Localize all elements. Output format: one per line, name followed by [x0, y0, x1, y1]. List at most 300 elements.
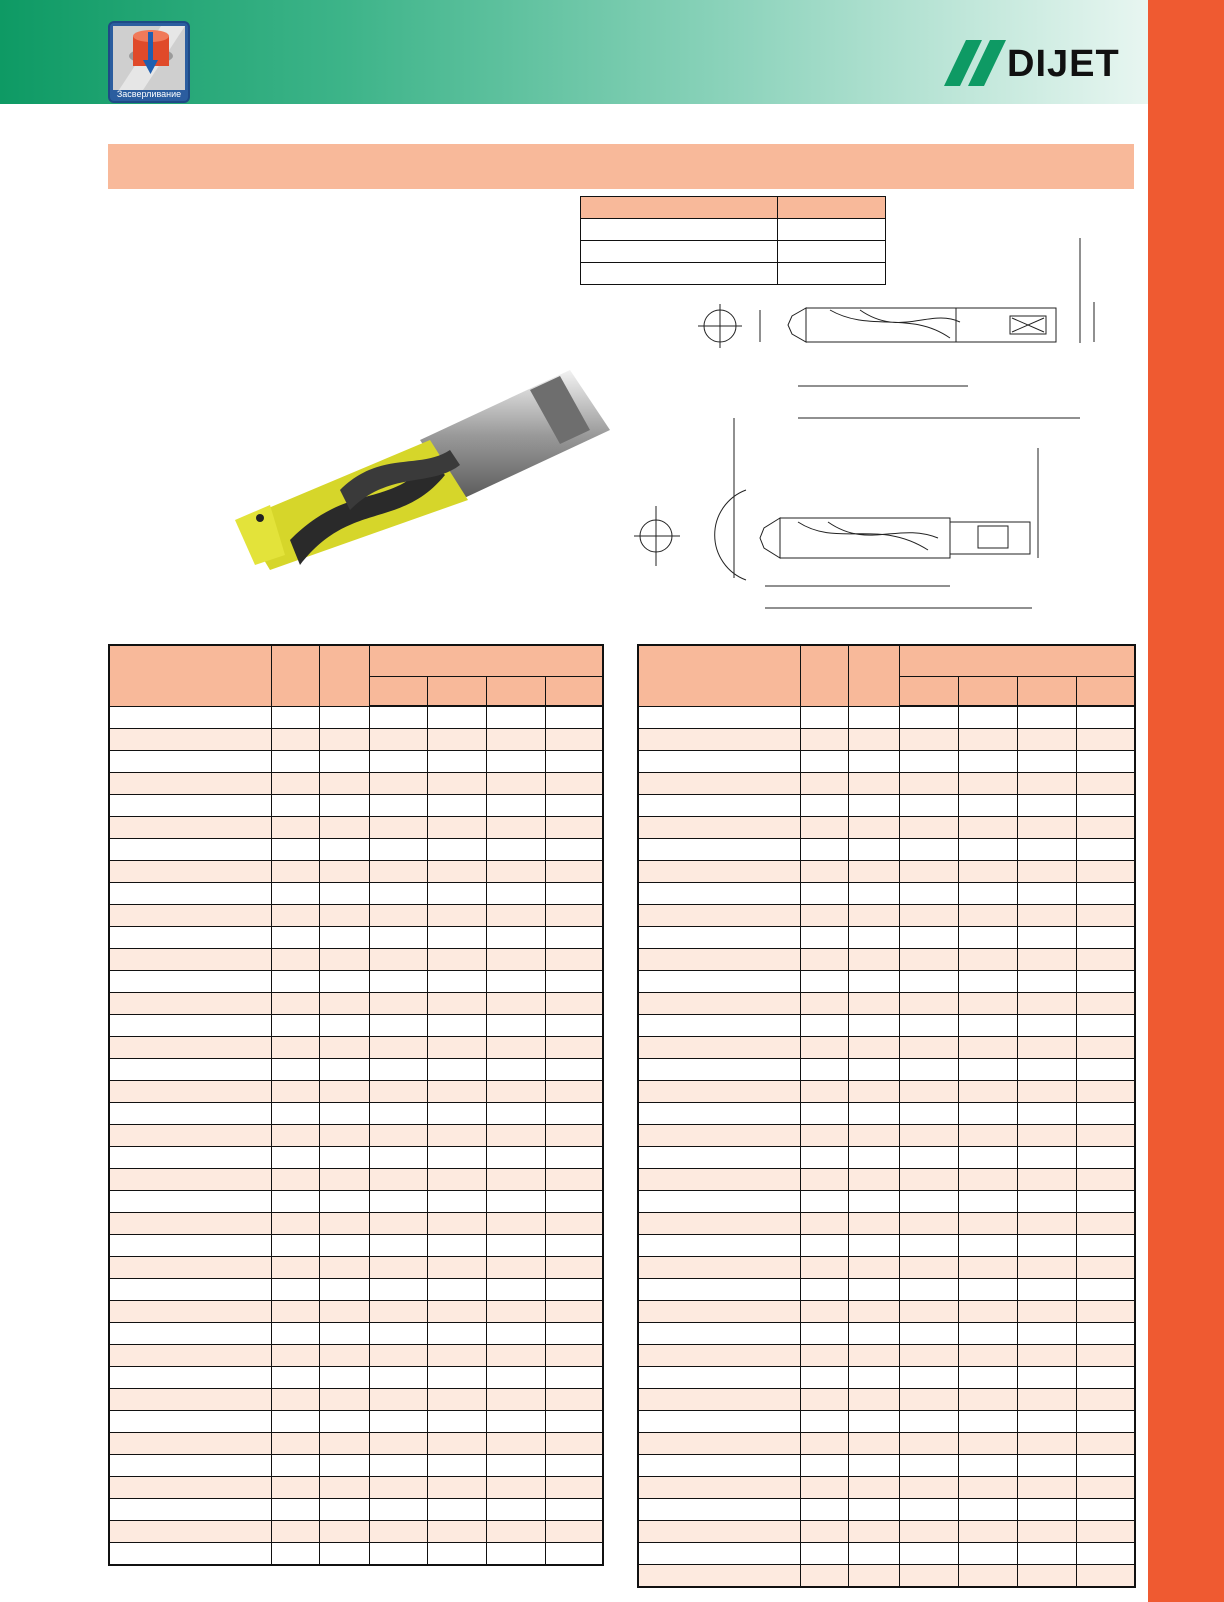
table-cell	[899, 817, 958, 839]
table-cell	[848, 817, 899, 839]
table-row	[638, 1147, 1135, 1169]
table-cell	[271, 1081, 319, 1103]
table-cell	[271, 993, 319, 1015]
table-cell	[638, 1169, 800, 1191]
table-row	[109, 883, 603, 905]
table-cell	[319, 1103, 369, 1125]
table-cell	[271, 1433, 319, 1455]
table-cell	[899, 1257, 958, 1279]
table-cell	[427, 839, 486, 861]
table-cell	[486, 1059, 545, 1081]
table-cell	[427, 1389, 486, 1411]
table-cell	[1076, 1257, 1135, 1279]
table-cell	[1017, 949, 1076, 971]
table-cell	[427, 1279, 486, 1301]
table-cell	[638, 993, 800, 1015]
table-cell	[638, 971, 800, 993]
table-row	[109, 1235, 603, 1257]
table-row	[638, 1565, 1135, 1588]
table-cell	[109, 1015, 271, 1037]
table-row	[109, 1081, 603, 1103]
table-cell	[545, 1301, 603, 1323]
table-cell	[800, 927, 848, 949]
table-cell	[271, 1323, 319, 1345]
table-row	[109, 927, 603, 949]
table-cell	[109, 1499, 271, 1521]
table-cell	[319, 949, 369, 971]
table-cell	[486, 1521, 545, 1543]
table-cell	[1076, 1345, 1135, 1367]
table-row	[109, 773, 603, 795]
table-cell	[899, 1103, 958, 1125]
table-cell	[545, 1543, 603, 1566]
table-cell	[899, 1169, 958, 1191]
table-cell	[638, 1213, 800, 1235]
table-cell	[1076, 1499, 1135, 1521]
table-cell	[319, 883, 369, 905]
table-cell	[109, 1521, 271, 1543]
right-data-table	[637, 644, 1136, 1588]
table-cell	[545, 1433, 603, 1455]
table-cell	[271, 1015, 319, 1037]
table-cell	[545, 1345, 603, 1367]
table-cell	[638, 1565, 800, 1588]
table-cell	[899, 1147, 958, 1169]
table-cell	[1076, 1411, 1135, 1433]
table-cell	[271, 1455, 319, 1477]
table-cell	[271, 949, 319, 971]
table-cell	[319, 1125, 369, 1147]
table-cell	[800, 1433, 848, 1455]
table-cell	[958, 706, 1017, 729]
table-row	[638, 1059, 1135, 1081]
table-cell	[638, 1103, 800, 1125]
table-cell	[1017, 706, 1076, 729]
table-cell	[271, 905, 319, 927]
table-cell	[1017, 1015, 1076, 1037]
table-row	[109, 706, 603, 729]
table-cell	[1076, 706, 1135, 729]
table-cell	[848, 1169, 899, 1191]
table-cell	[369, 1455, 427, 1477]
left-data-table	[108, 644, 604, 1566]
table-cell	[319, 1323, 369, 1345]
table-cell	[369, 1323, 427, 1345]
table-cell	[638, 1521, 800, 1543]
header-cell	[1076, 677, 1135, 707]
table-row	[638, 883, 1135, 905]
table-cell	[319, 1455, 369, 1477]
table-cell	[486, 1367, 545, 1389]
table-cell	[958, 1323, 1017, 1345]
table-cell	[638, 817, 800, 839]
table-cell	[369, 1521, 427, 1543]
table-cell	[545, 1191, 603, 1213]
table-cell	[427, 949, 486, 971]
table-cell	[958, 883, 1017, 905]
table-cell	[319, 773, 369, 795]
table-cell	[958, 927, 1017, 949]
technical-drawing-bottom	[628, 418, 1068, 628]
table-cell	[958, 751, 1017, 773]
table-cell	[1017, 773, 1076, 795]
table-cell	[369, 993, 427, 1015]
brand-wordmark: DIJET	[1007, 43, 1120, 85]
table-cell	[486, 795, 545, 817]
table-row	[638, 1301, 1135, 1323]
table-cell	[369, 817, 427, 839]
table-cell	[848, 949, 899, 971]
table-cell	[848, 1367, 899, 1389]
dijet-logo	[944, 40, 1134, 88]
table-cell	[319, 1037, 369, 1059]
table-cell	[109, 971, 271, 993]
table-cell	[427, 1323, 486, 1345]
table-cell	[319, 1367, 369, 1389]
table-cell	[848, 1389, 899, 1411]
table-cell	[271, 1543, 319, 1566]
table-cell	[1017, 1367, 1076, 1389]
table-row	[638, 839, 1135, 861]
table-cell	[486, 1389, 545, 1411]
table-cell	[958, 1213, 1017, 1235]
table-cell	[848, 1015, 899, 1037]
table-cell	[800, 1543, 848, 1565]
table-cell	[800, 949, 848, 971]
table-cell	[486, 971, 545, 993]
table-cell	[427, 1169, 486, 1191]
table-cell	[958, 1015, 1017, 1037]
table-cell	[545, 1213, 603, 1235]
table-cell	[271, 795, 319, 817]
table-cell	[1076, 1323, 1135, 1345]
table-cell	[109, 1543, 271, 1566]
table-cell	[1017, 1301, 1076, 1323]
table-cell	[369, 706, 427, 729]
table-cell	[1017, 1037, 1076, 1059]
table-cell	[319, 1059, 369, 1081]
table-cell	[369, 1257, 427, 1279]
table-row	[109, 1169, 603, 1191]
table-cell	[638, 1499, 800, 1521]
table-cell	[271, 1411, 319, 1433]
table-row	[638, 949, 1135, 971]
table-cell	[545, 729, 603, 751]
table-cell	[1017, 1521, 1076, 1543]
table-row	[638, 927, 1135, 949]
table-cell	[109, 861, 271, 883]
table-row	[109, 1433, 603, 1455]
table-row	[109, 1389, 603, 1411]
table-cell	[486, 1301, 545, 1323]
table-cell	[800, 1323, 848, 1345]
table-cell	[958, 1477, 1017, 1499]
table-cell	[800, 706, 848, 729]
table-cell	[958, 1433, 1017, 1455]
table-cell	[369, 971, 427, 993]
table-cell	[271, 1345, 319, 1367]
table-cell	[369, 861, 427, 883]
table-cell	[800, 1081, 848, 1103]
table-cell	[899, 1477, 958, 1499]
table-cell	[427, 1213, 486, 1235]
table-cell	[109, 1323, 271, 1345]
table-cell	[848, 729, 899, 751]
table-cell	[1017, 1433, 1076, 1455]
table-row	[109, 1323, 603, 1345]
table-cell	[958, 971, 1017, 993]
table-row	[109, 1037, 603, 1059]
table-cell	[1017, 1169, 1076, 1191]
table-cell	[800, 1499, 848, 1521]
header-cell	[486, 677, 545, 707]
table-cell	[1076, 993, 1135, 1015]
table-row	[638, 1543, 1135, 1565]
table-row	[638, 773, 1135, 795]
table-cell	[271, 773, 319, 795]
table-cell	[319, 1499, 369, 1521]
table-cell	[800, 1125, 848, 1147]
table-cell	[848, 1433, 899, 1455]
table-row	[109, 1279, 603, 1301]
table-cell	[109, 1257, 271, 1279]
table-cell	[1076, 817, 1135, 839]
table-cell	[271, 1103, 319, 1125]
table-cell	[899, 1323, 958, 1345]
table-cell	[427, 1103, 486, 1125]
table-cell	[800, 1477, 848, 1499]
header-cell	[319, 645, 369, 706]
table-cell	[800, 1345, 848, 1367]
table-cell	[1076, 971, 1135, 993]
table-cell	[899, 1367, 958, 1389]
table-cell	[319, 817, 369, 839]
table-cell	[486, 729, 545, 751]
table-cell	[109, 1103, 271, 1125]
table-cell	[800, 729, 848, 751]
table-cell	[427, 1037, 486, 1059]
table-cell	[1017, 1081, 1076, 1103]
table-cell	[369, 1147, 427, 1169]
table-cell	[800, 1279, 848, 1301]
table-row	[109, 1521, 603, 1543]
spec-table-header	[581, 197, 886, 219]
table-cell	[848, 905, 899, 927]
table-cell	[271, 1477, 319, 1499]
table-cell	[109, 1213, 271, 1235]
table-cell	[638, 773, 800, 795]
table-cell	[848, 1191, 899, 1213]
table-cell	[848, 927, 899, 949]
table-cell	[1076, 949, 1135, 971]
table-cell	[1076, 1015, 1135, 1037]
table-cell	[109, 729, 271, 751]
table-cell	[899, 1081, 958, 1103]
table-cell	[109, 883, 271, 905]
table-cell	[369, 1433, 427, 1455]
table-cell	[958, 1125, 1017, 1147]
table-row	[109, 751, 603, 773]
table-row	[638, 971, 1135, 993]
table-cell	[109, 773, 271, 795]
table-row	[638, 1345, 1135, 1367]
header-cell	[369, 677, 427, 707]
table-cell	[638, 905, 800, 927]
table-cell	[899, 993, 958, 1015]
table-cell	[109, 927, 271, 949]
table-cell	[369, 1279, 427, 1301]
table-cell	[545, 1147, 603, 1169]
table-cell	[109, 751, 271, 773]
table-cell	[109, 905, 271, 927]
table-row	[638, 1455, 1135, 1477]
table-row	[638, 1213, 1135, 1235]
table-cell	[958, 1367, 1017, 1389]
table-cell	[899, 905, 958, 927]
table-cell	[899, 861, 958, 883]
table-cell	[427, 1147, 486, 1169]
table-cell	[486, 1323, 545, 1345]
table-cell	[109, 1235, 271, 1257]
table-cell	[109, 949, 271, 971]
table-cell	[899, 839, 958, 861]
table-cell	[109, 1059, 271, 1081]
table-cell	[848, 751, 899, 773]
table-cell	[800, 1367, 848, 1389]
table-cell	[958, 1169, 1017, 1191]
table-cell	[958, 773, 1017, 795]
table-cell	[1076, 1389, 1135, 1411]
table-cell	[958, 1037, 1017, 1059]
table-cell	[638, 1081, 800, 1103]
table-cell	[271, 861, 319, 883]
table-cell	[109, 1037, 271, 1059]
table-cell	[899, 1037, 958, 1059]
table-cell	[1017, 905, 1076, 927]
table-cell	[638, 1059, 800, 1081]
table-cell	[369, 1213, 427, 1235]
table-cell	[319, 1477, 369, 1499]
table-cell	[545, 1125, 603, 1147]
table-cell	[848, 1477, 899, 1499]
header-cell	[899, 645, 1135, 677]
table-cell	[427, 1257, 486, 1279]
table-cell	[800, 1521, 848, 1543]
table-cell	[369, 729, 427, 751]
table-row	[638, 1499, 1135, 1521]
table-cell	[427, 883, 486, 905]
table-cell	[486, 1037, 545, 1059]
table-cell	[319, 1191, 369, 1213]
table-cell	[271, 817, 319, 839]
table-cell	[545, 883, 603, 905]
table-cell	[638, 1191, 800, 1213]
table-cell	[638, 1455, 800, 1477]
table-cell	[848, 971, 899, 993]
table-cell	[800, 1169, 848, 1191]
table-cell	[899, 729, 958, 751]
table-cell	[638, 1433, 800, 1455]
drilling-icon	[113, 26, 185, 90]
table-cell	[848, 1323, 899, 1345]
table-cell	[1017, 1279, 1076, 1301]
table-cell	[369, 1103, 427, 1125]
table-cell	[958, 1565, 1017, 1588]
table-cell	[958, 1147, 1017, 1169]
table-cell	[486, 883, 545, 905]
table-cell	[899, 1521, 958, 1543]
table-cell	[1076, 1103, 1135, 1125]
badge-caption: Засверливание	[116, 89, 182, 99]
table-cell	[800, 751, 848, 773]
table-cell	[369, 1235, 427, 1257]
table-cell	[427, 1411, 486, 1433]
table-cell	[109, 706, 271, 729]
table-cell	[545, 1499, 603, 1521]
table-cell	[427, 993, 486, 1015]
table-cell	[545, 1367, 603, 1389]
table-row	[109, 1213, 603, 1235]
table-cell	[545, 1103, 603, 1125]
table-cell	[319, 1235, 369, 1257]
table-cell	[800, 1037, 848, 1059]
table-cell	[1076, 1169, 1135, 1191]
table-cell	[958, 1521, 1017, 1543]
table-cell	[1017, 971, 1076, 993]
table-cell	[545, 1411, 603, 1433]
table-cell	[638, 1015, 800, 1037]
table-cell	[848, 1345, 899, 1367]
table-cell	[899, 1059, 958, 1081]
table-cell	[848, 1125, 899, 1147]
table-cell	[899, 1279, 958, 1301]
technical-drawing-top	[690, 238, 1110, 428]
table-cell	[486, 1191, 545, 1213]
table-cell	[638, 949, 800, 971]
table-cell	[486, 1235, 545, 1257]
table-row	[109, 1455, 603, 1477]
table-cell	[800, 971, 848, 993]
table-cell	[486, 751, 545, 773]
table-cell	[271, 927, 319, 949]
table-cell	[848, 1059, 899, 1081]
table-row	[638, 751, 1135, 773]
side-stripe	[1148, 0, 1224, 1602]
table-cell	[848, 1455, 899, 1477]
table-cell	[800, 1015, 848, 1037]
table-cell	[369, 1411, 427, 1433]
table-cell	[1076, 1301, 1135, 1323]
table-cell	[1076, 1059, 1135, 1081]
table-row	[638, 1521, 1135, 1543]
table-cell	[800, 1103, 848, 1125]
table-cell	[319, 1301, 369, 1323]
table-cell	[319, 927, 369, 949]
table-cell	[899, 706, 958, 729]
table-cell	[638, 729, 800, 751]
table-cell	[427, 1433, 486, 1455]
table-cell	[486, 1279, 545, 1301]
table-cell	[271, 1367, 319, 1389]
table-cell	[319, 861, 369, 883]
table-cell	[638, 1147, 800, 1169]
table-cell	[800, 1147, 848, 1169]
table-row	[638, 706, 1135, 729]
table-row	[109, 1103, 603, 1125]
table-cell	[1017, 1103, 1076, 1125]
table-cell	[1017, 1191, 1076, 1213]
table-row	[109, 1125, 603, 1147]
